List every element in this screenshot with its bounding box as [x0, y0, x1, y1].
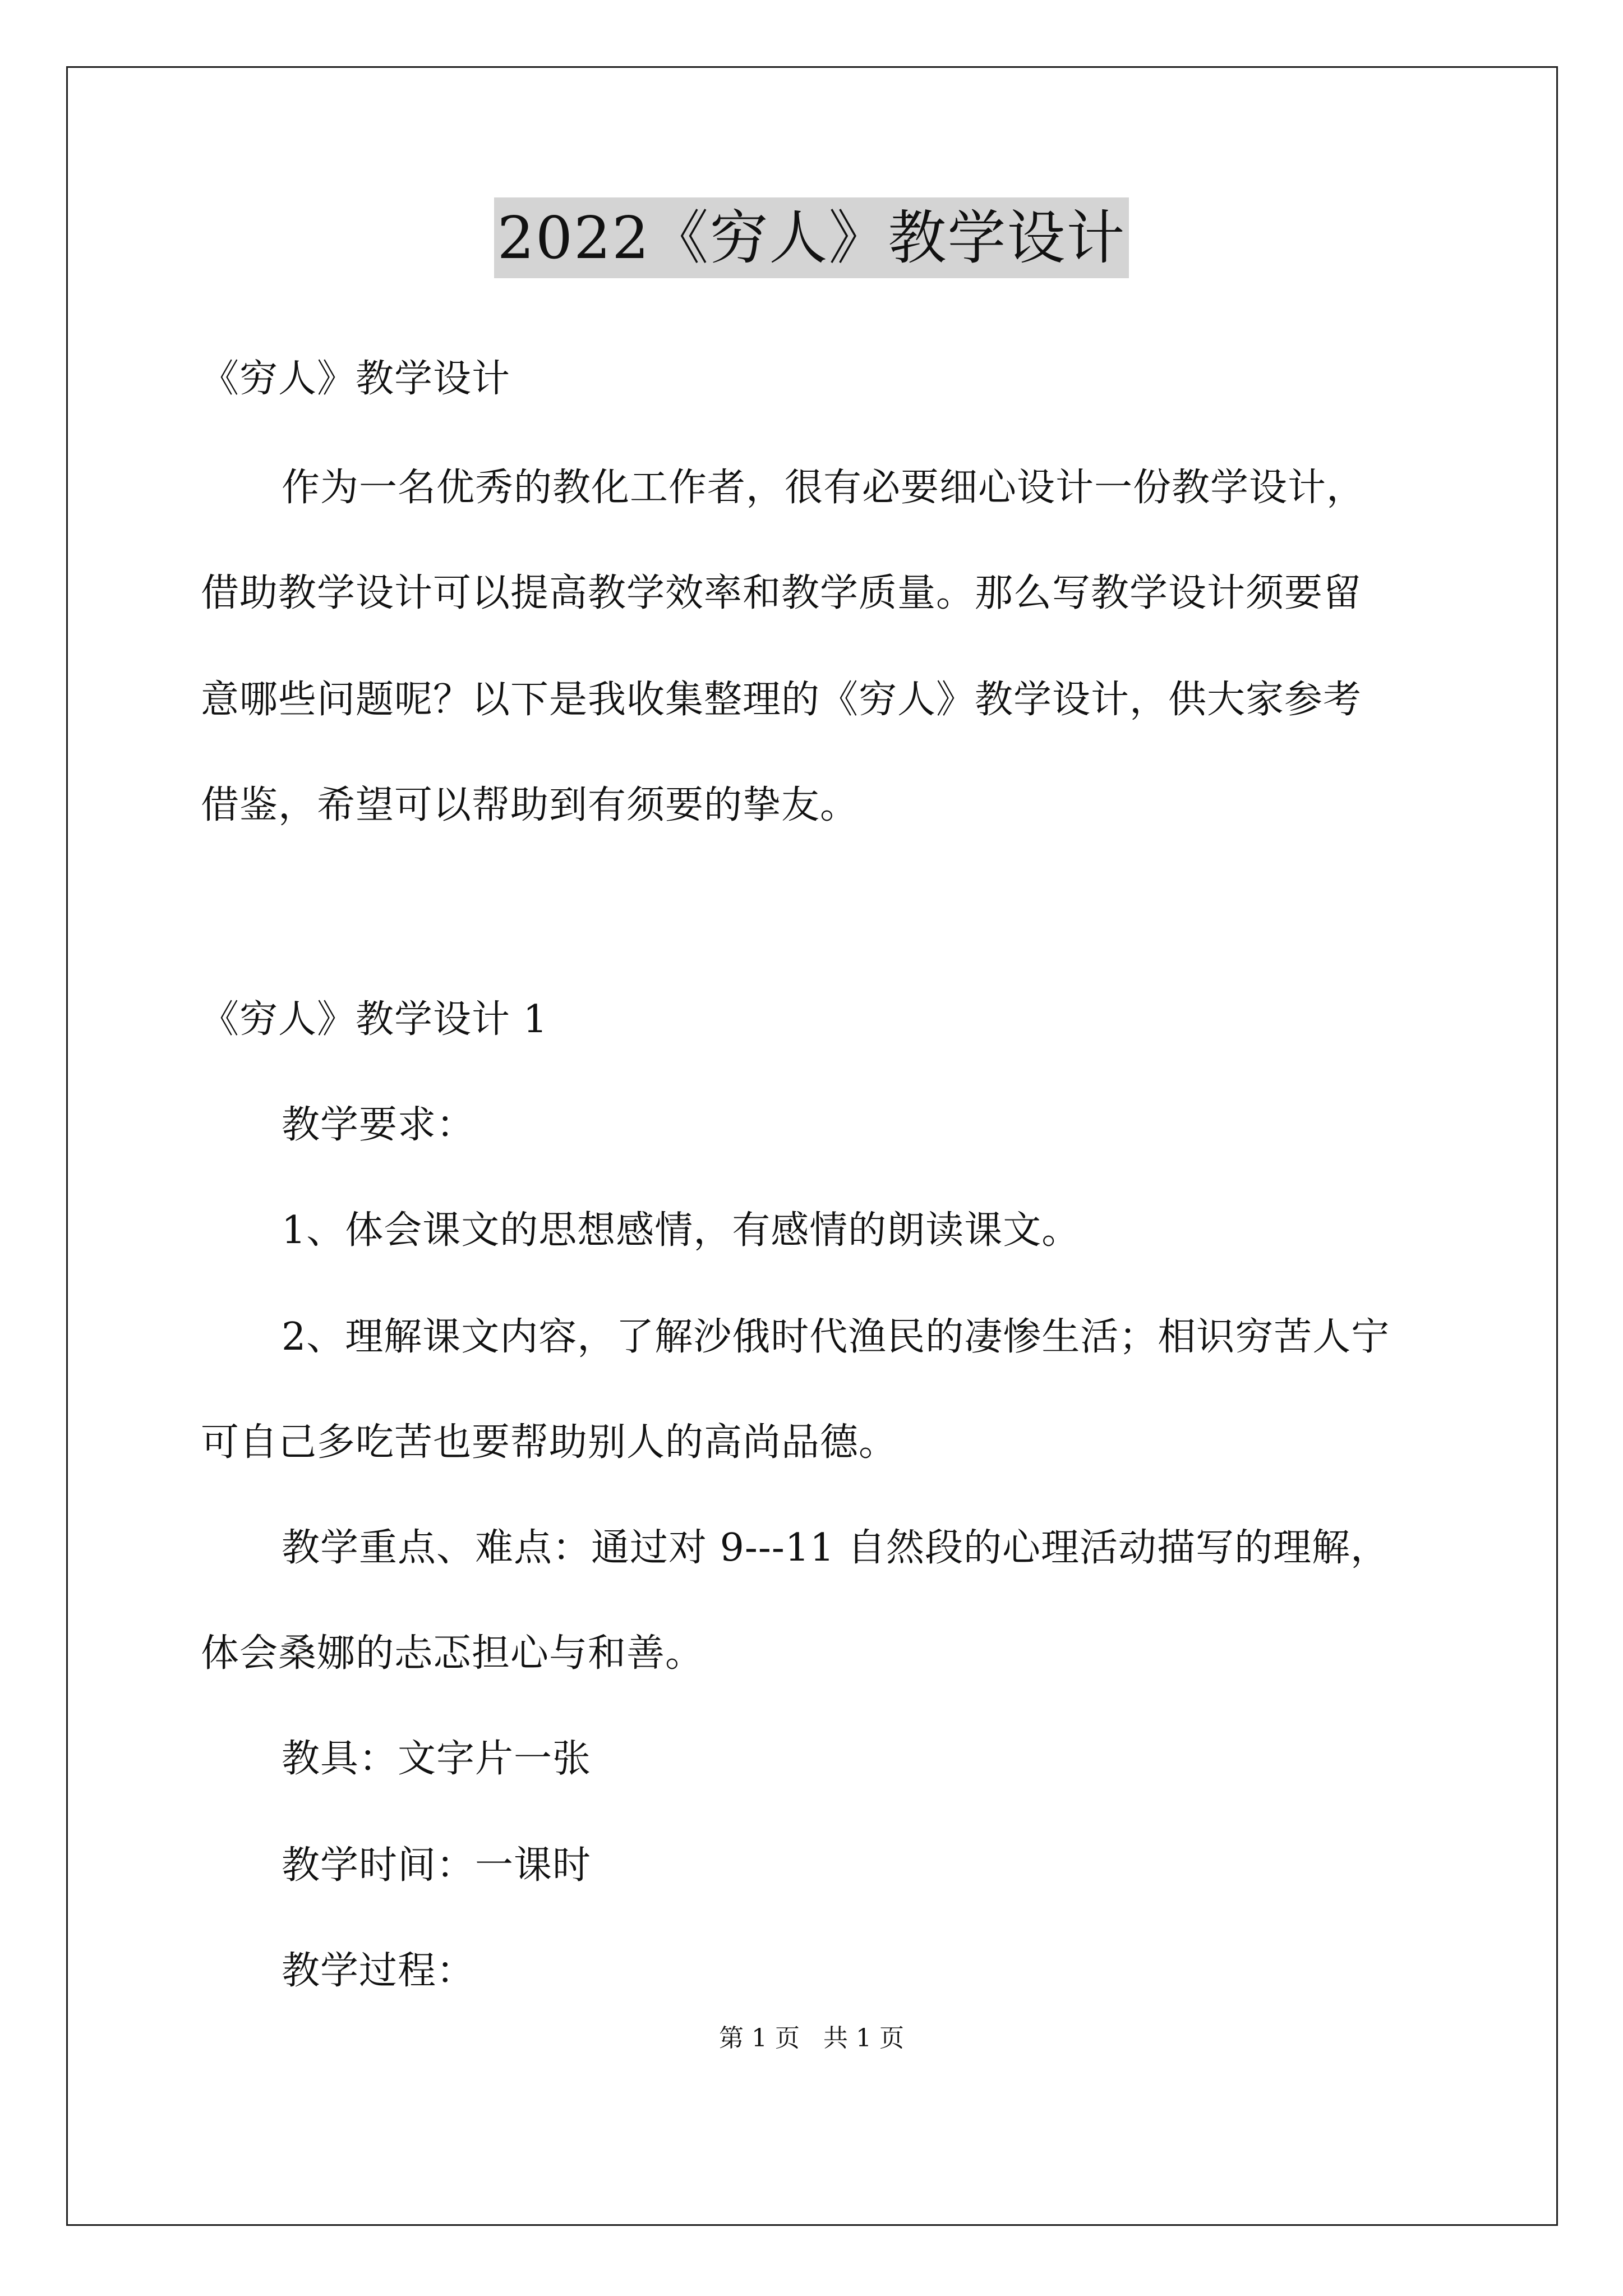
- body-line: 教具：文字片一张: [282, 1737, 592, 1781]
- document-title: 2022《穷人》教学设计: [494, 197, 1129, 278]
- intro-line: 作为一名优秀的教化工作者，很有必要细心设计一份教学设计，: [282, 466, 1366, 510]
- body-line: 教学时间：一课时: [282, 1843, 592, 1888]
- intro-line: 借助教学设计可以提高教学效率和教学质量。那么写教学设计须要留: [201, 571, 1362, 615]
- body-line: 教学重点、难点：通过对 9---11 自然段的心理活动描写的理解，: [282, 1526, 1389, 1570]
- title-container: [0, 197, 1623, 278]
- subtitle: 《穷人》教学设计: [201, 357, 511, 401]
- body-line: 教学要求：: [282, 1103, 476, 1147]
- page-number-footer: 第 1 页 共 1 页: [719, 2024, 904, 2053]
- intro-line: 借鉴，希望可以帮助到有须要的挚友。: [201, 783, 859, 827]
- body-line: 1、体会课文的思想感情，有感情的朗读课文。: [282, 1208, 1081, 1253]
- body-line: 2、理解课文内容，了解沙俄时代渔民的凄惨生活；相识穷苦人宁: [282, 1315, 1390, 1359]
- intro-line: 意哪些问题呢？以下是我收集整理的《穷人》教学设计，供大家参考: [201, 678, 1362, 722]
- body-line: 体会桑娜的忐忑担心与和善。: [201, 1631, 704, 1676]
- body-line: 可自己多吃苦也要帮助别人的高尚品德。: [201, 1420, 898, 1465]
- body-line: 教学过程：: [282, 1949, 476, 1993]
- section-heading: 《穷人》教学设计 1: [201, 997, 548, 1042]
